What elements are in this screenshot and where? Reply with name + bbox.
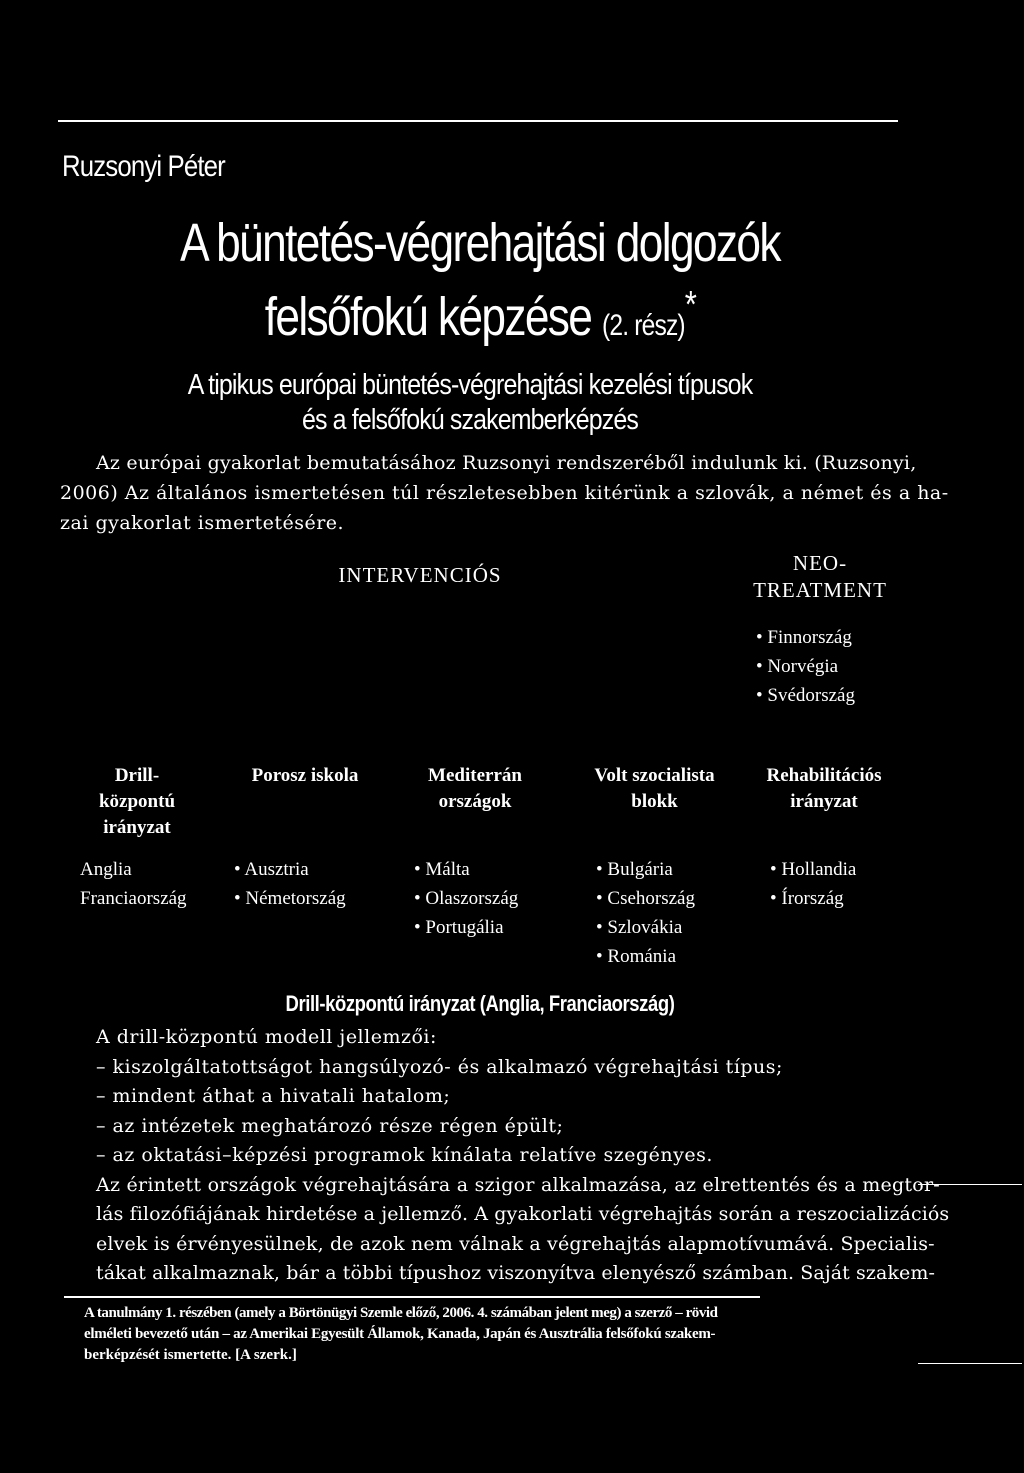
subtitle-line-1: A tipikus európai büntetés-végrehajtási kezelési típusok [187,369,753,401]
country-item: • Németország [234,888,346,909]
intro-line-1: Az európai gyakorlat bemutatásához Ruzsonyi rendszeréből indulunk ki. (Ruzsonyi, [96,452,917,474]
section-line: – kiszolgáltatottságot hangsúlyozó- és alkalmazó végrehajtási típus; [96,1055,783,1078]
footnote [84,1303,718,1366]
title-line-2 [86,274,873,357]
country-item: • Portugália [414,917,504,938]
section-title: Drill-központú irányzat (Anglia, Franciaország) [285,991,675,1016]
section-line: – mindent áthat a hivatali hatalom; [96,1085,451,1107]
column-countries-szocialista [596,855,695,971]
country-item: • Bulgária [596,859,673,880]
author-name: Ruzsonyi Péter [62,150,225,183]
intro-line-3: zai gyakorlat ismertetésére. [60,512,345,534]
section-line: elvek is érvényesülnek, de azok nem válnak a végrehajtás alapmotívumává. Specialis- [96,1232,935,1255]
group-neo-treatment [730,550,910,604]
column-head-line: Mediterrán [428,765,522,786]
column-countries-drill [80,855,187,913]
section-line: A drill-központú modell jellemzői: [96,1026,437,1048]
column-head-line: központú [98,791,176,812]
section-line: lás filozófiájának hirdetése a jellemző. A gyakorlati végrehajtás során a reszocializációs [96,1203,950,1225]
subtitle [66,368,874,438]
group-neo-line-2: TREATMENT [753,578,887,602]
section-line: tákat alkalmaznak, bár a többi típushoz viszonyítva elenyésző számban. Saját szakem- [96,1262,936,1284]
group-intervencios: INTERVENCIÓS [338,563,502,587]
column-head-line: blokk [631,791,678,812]
footnote-line-1: A tanulmány 1. részében (amely a Börtönügyi Szemle előző, 2006. 4. számában jelent meg) a szerző – rövid [84,1305,718,1321]
section-line: Az érintett országok végrehajtására a szigor alkalmazása, az elrettentés és a megtor- [96,1173,940,1196]
neo-country: • Svédország [756,685,855,706]
footnote-line-2: elméleti bevezető után – az Amerikai Egyesült Államok, Kanada, Japán és Ausztrália felsőfokú szakem- [84,1326,716,1342]
title-footnote-star: * [684,284,696,326]
column-countries-rehabilitacios [770,855,856,913]
column-head-line: irányzat [103,817,171,838]
section-line: – az oktatási–képzési programok kínálata relatíve szegényes. [96,1144,713,1166]
column-head-line: Rehabilitációs [766,765,882,786]
country-item: • Csehország [596,888,695,909]
column-head-porosz [225,763,385,789]
country-item: • Málta [414,859,470,880]
intro-paragraph [60,448,949,538]
section-line: – az intézetek meghatározó része régen épült; [96,1114,564,1137]
footnote-line-3: berképzését ismertette. [A szerk.] [84,1347,297,1363]
neo-country-list [756,623,855,710]
column-head-mediterran [400,763,550,815]
column-head-line: irányzat [790,791,858,812]
subtitle-line-2: és a felsőfokú szakemberképzés [301,404,639,436]
intro-line-2: 2006) Az általános ismertetésen túl részletesebben kitérünk a szlovák, a német és a ha- [60,482,949,504]
top-rule [58,120,898,122]
footnote-rule [64,1296,760,1298]
title-line-1: A büntetés-végrehajtási dolgozók [180,213,780,273]
country-item: • Románia [596,946,676,967]
group-neo-line-1: NEO- [792,551,848,575]
country-item: Franciaország [80,888,187,909]
section-body [96,1023,949,1289]
side-box [918,1184,1022,1364]
column-head-rehabilitacios [744,763,904,815]
country-item: • Ausztria [234,859,309,880]
column-head-szocialista [572,763,737,815]
column-head-line: országok [438,791,512,812]
page-title [86,212,873,357]
title-line-2-text: felsőfokú képzése [264,287,592,347]
neo-country: • Norvégia [756,656,839,677]
country-item: Anglia [80,859,132,880]
column-head-drill [62,763,212,841]
country-item: • Szlovákia [596,917,683,938]
column-head-line: Porosz iskola [251,765,359,786]
title-part-note: (2. rész) [601,309,685,342]
country-item: • Hollandia [770,859,857,880]
column-countries-mediterran [414,855,518,942]
column-head-line: Drill- [114,765,160,786]
country-item: • Olaszország [414,888,519,909]
column-head-line: Volt szocialista [594,765,715,786]
column-countries-porosz [234,855,346,913]
neo-country: • Finnország [756,627,852,648]
country-item: • Írország [770,888,844,909]
